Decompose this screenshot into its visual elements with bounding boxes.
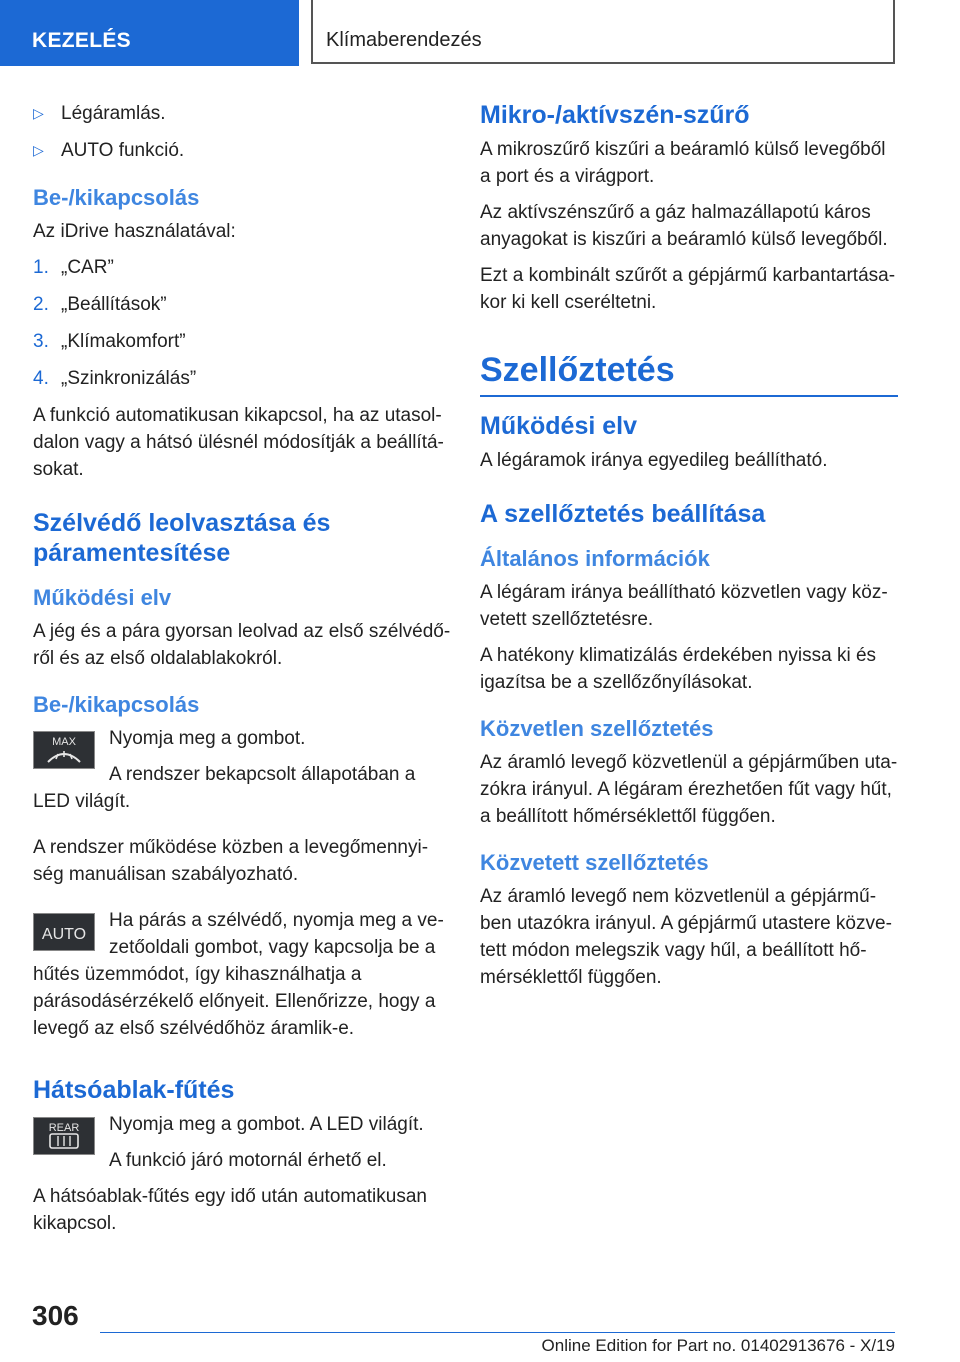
max-button-row	[33, 725, 451, 824]
heading-vent-principle: Működési elv	[480, 412, 637, 440]
heading-indirect: Közvetett szellőztetés	[480, 850, 709, 875]
filter-p3: Ezt a kombinált szűrőt a gépjármű karbantartásakor ki kell cseréltetni.	[480, 265, 896, 313]
max-text-1: Nyomja meg a gombot.	[109, 728, 306, 749]
heading-onoff: Be-/kikapcsolás	[33, 185, 200, 210]
auto-text: Ha párás a szélvédő, nyomja meg a vezetőoldali gombot, vagy kapcsolja be a hűtés üzemmódot, így kihasználhatja a párásodásérzékelő előnyeit. Ellenőrizze, hogy a levegő az első szélvédőhöz áramlik-e.	[33, 910, 444, 1039]
heading-vent-setup: A szellőztetés beállítása	[480, 500, 766, 528]
rear-text-2: A funkció járó motornál érhető el.	[109, 1150, 387, 1171]
chapter-tab: KEZELÉS	[0, 0, 299, 66]
onoff-note: A funkció automatikusan kikapcsol, ha az utasoldalon vagy a hátsó ülésnél módosítják a beállításokat.	[33, 405, 444, 480]
svg-text:REAR: REAR	[48, 1122, 80, 1134]
right-column	[480, 100, 898, 1000]
heading-general: Általános információk	[480, 546, 710, 571]
step-item: 1. „CAR”	[33, 257, 114, 278]
heading-principle: Működési elv	[33, 585, 172, 610]
onoff-intro: Az iDrive használatával:	[33, 221, 236, 242]
heading-filter: Mikro-/aktívszén-szűrő	[480, 101, 750, 129]
step-item: 4. „Szinkronizálás”	[33, 368, 197, 389]
svg-text:MAX: MAX	[52, 736, 76, 748]
auto-icon	[33, 913, 95, 951]
footer-edition: Online Edition for Part no. 01402913676 - X/19	[541, 1336, 895, 1355]
rear-text-3: A hátsóablak-fűtés egy idő után automatikusan kikapcsol.	[33, 1186, 427, 1234]
max-text-2: A rendszer bekapcsolt állapotában a LED világít.	[33, 764, 416, 812]
auto-button-row	[33, 907, 451, 1051]
heading-ventilation: Szellőztetés	[480, 351, 675, 389]
page-number: 306	[32, 1300, 79, 1331]
general-p2: A hatékony klimatizálás érdekében nyissa ki és igazítsa be a szellőzőnyílásokat.	[480, 645, 877, 693]
vent-principle-text: A légáramok iránya egyedileg beállítható.	[480, 450, 828, 471]
principle-text: A jég és a pára gyorsan leolvad az első szélvédőről és az első oldalablakokról.	[33, 621, 451, 669]
step-item: 2. „Beállítások”	[33, 294, 167, 315]
heading-direct: Közvetlen szellőztetés	[480, 716, 714, 741]
left-column	[33, 100, 451, 1246]
triangle-bullet-icon: ▷	[33, 105, 44, 121]
rear-defrost-icon	[33, 1117, 95, 1155]
rear-text-1: Nyomja meg a gombot. A LED világít.	[109, 1114, 424, 1135]
heading-ventilation-wrap	[480, 349, 898, 397]
filter-p1: A mikroszűrő kiszűri a beáramló külső levegőből a port és a virágport.	[480, 139, 886, 187]
direct-text: Az áramló levegő közvetlenül a gépjárműben utazókra irányul. A légáram érezhetően fűt vagy hűt, a beállított hőmérséklettől függően.	[480, 752, 898, 827]
indirect-text: Az áramló levegő nem közvetlenül a gépjárműben utazókra irányul. A gépjármű utastere közvetett módon melegszik vagy hűl, a beállított hőmérséklettől függően.	[480, 886, 892, 988]
heading-defrost: Szélvédő leolvasztása és páramentesítése	[33, 509, 331, 567]
heading-rear-heating: Hátsóablak-fűtés	[33, 1076, 235, 1104]
svg-text:AUTO: AUTO	[41, 926, 87, 943]
max-defrost-icon	[33, 731, 95, 769]
airflow-text: A rendszer működése közben a levegőmennyiség manuálisan szabályozható.	[33, 837, 429, 885]
heading-defrost-onoff: Be-/kikapcsolás	[33, 692, 200, 717]
general-p1: A légáram iránya beállítható közvetlen vagy közvetett szellőztetésre.	[480, 582, 888, 630]
rear-button-row	[33, 1111, 451, 1183]
list-item: ▷ Légáramlás.	[33, 100, 451, 127]
section-title: Klímaberendezés	[311, 0, 895, 64]
step-item: 3. „Klímakomfort”	[33, 331, 186, 352]
list-item: ▷ AUTO funkció.	[33, 137, 451, 164]
triangle-bullet-icon: ▷	[33, 142, 44, 158]
footer-divider	[100, 1332, 895, 1333]
filter-p2: Az aktívszénszűrő a gáz halmazállapotú káros anyagokat is kiszűri a beáramló külső levegőből.	[480, 202, 888, 250]
